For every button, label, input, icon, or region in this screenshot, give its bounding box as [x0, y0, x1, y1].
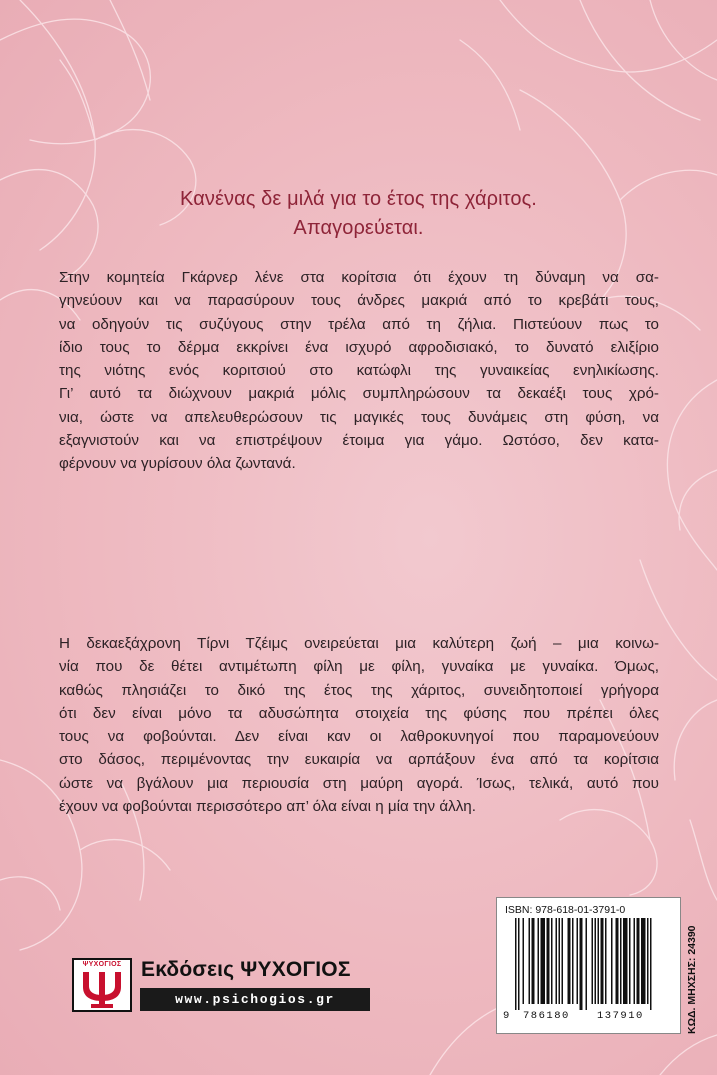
- paragraph-line: έχουν να φοβούνται περισσότερο απ’ όλα είναι η μία την άλλη.: [59, 798, 476, 816]
- tagline-line-2: Απαγορεύεται.: [293, 217, 424, 239]
- barcode-bar: [523, 918, 525, 1004]
- barcode-bar: [634, 918, 636, 1004]
- publisher-url: www.psichogios.gr: [140, 988, 370, 1011]
- barcode-bar: [562, 918, 564, 1004]
- barcode-bar: [616, 918, 619, 1004]
- paragraph-line: της νιότης ενός κοριτσιού στο κατώφλι της γυναικείας ενηλικίωσης.: [59, 362, 659, 380]
- paragraph-line: στο δάσος, περιμένοντας την ευκαιρία να αρπάξουν ένα από τα κορίτσια: [59, 751, 659, 769]
- barcode-bar: [518, 918, 520, 1010]
- barcode-bar: [650, 918, 652, 1010]
- paragraph-line: Στην κομητεία Γκάρνερ λένε στα κορίτσια ότι έχουν τη δύναμη να σα-: [59, 269, 659, 286]
- barcode-bar: [605, 918, 607, 1004]
- barcode-bar: [595, 918, 597, 1004]
- barcode-digits-left: 786180: [523, 1010, 570, 1022]
- paragraph-line: Η δεκαεξάχρονη Τίρνι Τζέιμς ονειρεύεται μια καλύτερη ζωή – μια κοινω-: [59, 635, 659, 652]
- isbn-label: ISBN: 978-618-01-3791-0: [505, 904, 626, 916]
- paragraph-line: ίδιο τους το δέρμα εκκρίνει ένα ισχυρό αφροδισιακό, το δυνατό ελιξίριο: [59, 338, 659, 356]
- paragraph-line: τους να φοβούνται. Δεν είναι καν οι λαθροκυνηγοί που παραμονεύουν: [59, 728, 659, 746]
- barcode-bar: [629, 918, 631, 1004]
- barcode-bar: [647, 918, 649, 1004]
- barcode-bar: [637, 918, 640, 1004]
- barcode-bar: [568, 918, 571, 1004]
- paragraph-1: [59, 266, 659, 476]
- psi-logo-icon: [74, 960, 130, 1010]
- publisher-logo: [72, 958, 132, 1012]
- barcode: [513, 918, 663, 1010]
- barcode-bar: [532, 918, 535, 1004]
- barcode-bar: [598, 918, 600, 1004]
- paragraph-2: [59, 632, 659, 818]
- barcode-bar: [529, 918, 531, 1004]
- paragraph-line: φέρνουν να γυρίσουν όλα ζωντανά.: [59, 455, 296, 473]
- paragraph-line: νία που δε θέτει αντιμέτωπη φίλη με φίλη, γυναίκα με γυναίκα. Όμως,: [59, 658, 659, 676]
- barcode-bar: [623, 918, 628, 1004]
- barcode-bar: [515, 918, 517, 1010]
- barcode-bar: [556, 918, 558, 1004]
- barcode-bar: [577, 918, 579, 1004]
- publisher-name: Εκδόσεις ΨΥΧΟΓΙΟΣ: [141, 958, 351, 981]
- paragraph-line: ώστε να βγάλουν μια περιουσία στη μαύρη αγορά. Ίσως, τελικά, αυτό που: [59, 774, 659, 792]
- product-code: ΚΩΔ. ΜΗΧΣΗΣ: 24390: [686, 925, 698, 1034]
- barcode-bar: [572, 918, 574, 1004]
- paragraph-line: εξαγνιστούν και να επιστρέψουν έτοιμα για γάμο. Ωστόσο, δεν κατα-: [59, 432, 659, 450]
- barcode-bar: [620, 918, 622, 1004]
- barcode-bar: [551, 918, 553, 1004]
- paragraph-line: καθώς πλησιάζει το δικό της έτος της χάριτος, συνειδητοποιεί γρήγορα: [59, 681, 659, 699]
- barcode-box: [496, 897, 681, 1034]
- tagline-line-1: Κανένας δε μιλά για το έτος της χάριτος.: [180, 188, 537, 210]
- paragraph-line: γηνεύουν και να παρασύρουν τους άνδρες μακριά από το κρεβάτι τους,: [59, 292, 659, 310]
- barcode-digit-first: 9: [503, 1010, 510, 1022]
- barcode-bar: [559, 918, 561, 1004]
- paragraph-line: να οδηγούν τις συζύγους στην τρέλα από τη ζήλια. Πιστεύουν πως το: [59, 315, 659, 333]
- barcode-bar: [592, 918, 594, 1004]
- barcode-bar: [538, 918, 540, 1004]
- paragraph-line: νια, ώστε να απελευθερώσουν τις μαγικές τους δυνάμεις στη φύση, να: [59, 408, 659, 426]
- paragraph-line: ότι δεν είναι μόνο τα αδυσώπητα στοιχεία της φύσης που πρέπει όλες: [59, 704, 659, 722]
- barcode-bar: [641, 918, 646, 1004]
- barcode-bar: [611, 918, 613, 1004]
- barcode-digits-right: 137910: [597, 1010, 644, 1022]
- barcode-bar: [601, 918, 604, 1004]
- barcode-bar: [586, 918, 588, 1010]
- barcode-bar: [580, 918, 583, 1010]
- barcode-bar: [541, 918, 546, 1004]
- barcode-bar: [547, 918, 550, 1004]
- logo-caption: ΨΥΧΟΓΙΟΣ: [82, 961, 122, 968]
- paragraph-line: Γι’ αυτό τα διώχνουν μακριά μόλις συμπληρώσουν τα δεκαέξι τους χρό-: [59, 385, 659, 403]
